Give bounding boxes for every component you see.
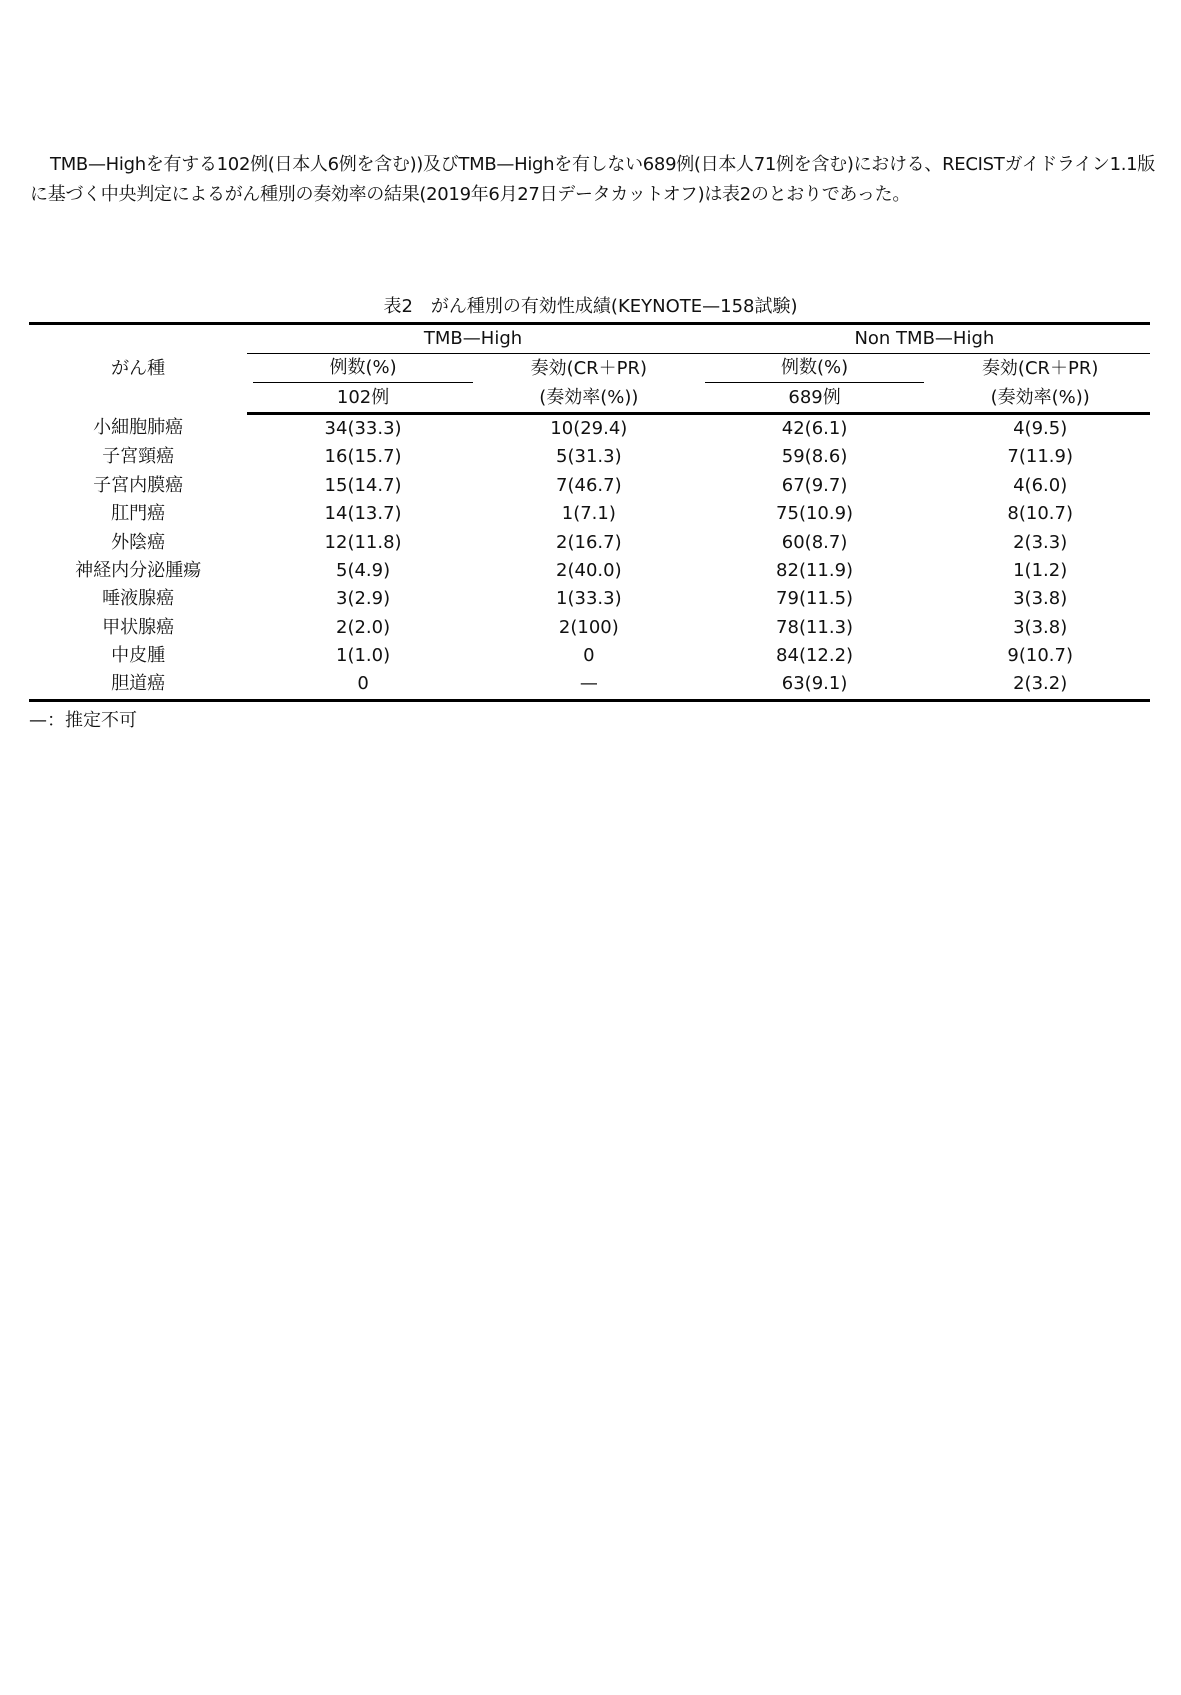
cell-type: 外陰癌 <box>111 531 166 553</box>
cell-type: 甲状腺癌 <box>102 616 175 638</box>
table-row <box>29 642 1150 670</box>
intro-paragraph <box>30 150 1155 210</box>
cell-type: 肛門癌 <box>111 503 166 525</box>
cell-non-r: 1(1.2) <box>1013 559 1068 581</box>
cell-non-r: 3(3.8) <box>1013 616 1068 638</box>
intro-text: TMB—Highを有する102例(日本人6例を含む))及びTMB—Highを有しない689例(日本人71例を含む)における、RECISTガイドライン1.1版に基づく中央判定によるがん種別の奏効率の結果(2019年6月27日データカットオフ)は表2のとおりであった。 <box>30 154 1155 205</box>
cell-non-n: 82(11.9) <box>776 559 854 581</box>
table-row <box>29 413 1150 443</box>
cell-type: 小細胞肺癌 <box>93 417 184 439</box>
cell-tmb-r: 2(16.7) <box>556 531 622 553</box>
cell-type: 神経内分泌腫瘍 <box>75 559 202 581</box>
header-tmb-rate: (奏効率(%)) <box>479 383 699 413</box>
cell-non-n: 63(9.1) <box>781 673 848 695</box>
row-header: がん種 <box>111 358 166 380</box>
cell-tmb-r: 1(7.1) <box>561 503 616 525</box>
cell-tmb-n: 0 <box>357 673 369 695</box>
cell-tmb-n: 14(13.7) <box>324 503 402 525</box>
cell-non-r: 3(3.8) <box>1013 588 1068 610</box>
cell-tmb-r: — <box>579 673 598 695</box>
table-row <box>29 443 1150 471</box>
cell-tmb-n: 12(11.8) <box>324 531 402 553</box>
table-body <box>29 413 1150 700</box>
cell-tmb-n: 5(4.9) <box>336 559 391 581</box>
cell-tmb-r: 5(31.3) <box>556 446 622 468</box>
header-tmb-n <box>247 354 479 384</box>
cell-non-r: 9(10.7) <box>1007 645 1073 667</box>
cell-tmb-r: 0 <box>583 645 595 667</box>
header-tmb-total: 102例 <box>247 383 479 413</box>
header-non-n-label: 例数(%) <box>705 354 925 383</box>
cell-tmb-r: 1(33.3) <box>556 588 622 610</box>
cell-non-n: 42(6.1) <box>781 417 848 439</box>
cell-non-r: 2(3.3) <box>1013 531 1068 553</box>
efficacy-table <box>29 322 1150 702</box>
cell-non-n: 59(8.6) <box>781 446 848 468</box>
header-non-response: 奏効(CR＋PR) <box>981 357 1099 379</box>
cell-non-r: 4(6.0) <box>1013 474 1068 496</box>
header-non-rate: (奏効率(%)) <box>930 383 1150 413</box>
cell-non-r: 2(3.2) <box>1013 673 1068 695</box>
cell-tmb-n: 1(1.0) <box>336 645 391 667</box>
cell-non-n: 78(11.3) <box>776 616 854 638</box>
header-tmb-response: 奏効(CR＋PR) <box>530 357 648 379</box>
cell-tmb-r: 2(40.0) <box>556 559 622 581</box>
table-row <box>29 585 1150 613</box>
group-tmb-high: TMB—High <box>247 324 699 354</box>
table-row <box>29 528 1150 556</box>
cell-tmb-n: 16(15.7) <box>324 446 402 468</box>
cell-non-n: 60(8.7) <box>781 531 848 553</box>
table-caption: 表2 がん種別の有効性成績(KEYNOTE—158試験) <box>383 296 798 317</box>
cell-tmb-r: 7(46.7) <box>556 474 622 496</box>
table-row <box>29 500 1150 528</box>
header-non-total: 689例 <box>699 383 931 413</box>
table-row <box>29 557 1150 585</box>
cell-tmb-n: 15(14.7) <box>324 474 402 496</box>
cell-tmb-n: 34(33.3) <box>324 417 402 439</box>
cell-non-r: 7(11.9) <box>1007 446 1073 468</box>
cell-tmb-r: 10(29.4) <box>550 417 628 439</box>
cell-tmb-r: 2(100) <box>558 616 619 638</box>
table-row <box>29 670 1150 700</box>
cell-non-n: 75(10.9) <box>776 503 854 525</box>
cell-non-n: 67(9.7) <box>781 474 848 496</box>
cell-type: 胆道癌 <box>111 673 166 695</box>
cell-non-n: 79(11.5) <box>776 588 854 610</box>
cell-non-r: 4(9.5) <box>1013 417 1068 439</box>
group-non-tmb-high: Non TMB—High <box>699 324 1150 354</box>
cell-type: 唾液腺癌 <box>102 588 175 610</box>
table-row <box>29 472 1150 500</box>
table-row <box>29 614 1150 642</box>
header-non-n <box>699 354 931 384</box>
footnote: —：推定不可 <box>29 710 137 731</box>
cell-type: 子宮内膜癌 <box>93 474 184 496</box>
cell-tmb-n: 2(2.0) <box>336 616 391 638</box>
cell-non-r: 8(10.7) <box>1007 503 1073 525</box>
cell-non-n: 84(12.2) <box>776 645 854 667</box>
cell-type: 子宮頸癌 <box>102 446 175 468</box>
header-tmb-n-label: 例数(%) <box>253 354 473 383</box>
cell-type: 中皮腫 <box>111 645 166 667</box>
cell-tmb-n: 3(2.9) <box>336 588 391 610</box>
